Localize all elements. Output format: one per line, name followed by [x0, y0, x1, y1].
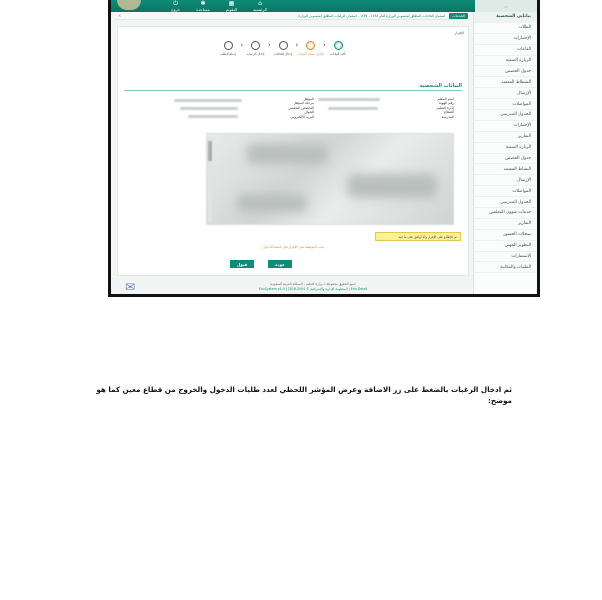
declaration-card: [117, 26, 469, 276]
crest-logo: [117, 0, 141, 10]
footer-credit: EduSystem v1.0 | المنظومة الإدارية والإشرافية © 2004-2016 | Edu Detail: [258, 287, 368, 291]
step-label: تأكيد البيانات: [330, 52, 346, 56]
sidebar-item[interactable]: الإرسال: [474, 88, 537, 99]
chevron-left-icon: ‹: [322, 41, 326, 49]
field-label: إدارة التعليم: [436, 105, 454, 110]
field-label: الجوال: [304, 110, 314, 115]
sidebar-item[interactable]: جدول الحصص: [474, 66, 537, 77]
step-needs[interactable]: [273, 41, 293, 56]
redacted-value: [188, 115, 238, 118]
breadcrumb-path: استبيان الحاجات المطلق لمنسوبي الوزارة لعام ١٤٣٨ - ١٤٣٧ - استبيان الرغبات المطلق لمنسوبي الوزارة: [298, 13, 446, 18]
home-icon: ⌂: [258, 0, 262, 7]
tooltip-text: تم الإطلاع على الإقرار وأنا أوافق على ما فيه: [398, 234, 457, 239]
top-bar: [111, 0, 537, 12]
step-wishes[interactable]: [246, 41, 266, 56]
sidebar-item[interactable]: الجدول المدرسي: [474, 110, 537, 121]
declaration-text-box[interactable]: [206, 133, 454, 225]
chevron-left-icon: ‹: [267, 41, 271, 49]
personal-data-title: البيانات الشخصية: [419, 83, 462, 89]
step-circle-icon: [334, 41, 343, 50]
redacted-value: [174, 99, 242, 102]
sidebar-item[interactable]: التطوير المهني: [474, 241, 537, 252]
nav-home[interactable]: [253, 1, 267, 12]
scrollbar[interactable]: [208, 137, 212, 221]
accept-button[interactable]: قبول: [230, 260, 254, 268]
field-label: القطاع: [444, 110, 454, 115]
chevron-left-icon: ‹: [295, 41, 299, 49]
field-label: رقم الهوية: [438, 101, 454, 106]
redacted-value: [180, 107, 238, 110]
breadcrumb: [115, 12, 471, 20]
step-circle-icon: [251, 41, 260, 50]
sidebar-item[interactable]: الاستمارات: [474, 252, 537, 263]
field-label: المدرسة: [441, 114, 454, 119]
nav-logout-label: خروج: [171, 7, 181, 12]
step-label: الإقرار بصحة البيانات: [297, 52, 324, 56]
sidebar-item[interactable]: الإختبارات: [474, 121, 537, 132]
system-logo-icon: ✉: [125, 280, 136, 294]
card-title: الإقرار: [454, 31, 464, 35]
step-declaration[interactable]: [297, 41, 324, 56]
breadcrumb-tag[interactable]: الخدمات: [449, 13, 468, 19]
field-label: البريد الالكتروني: [290, 114, 314, 119]
sidebar-item[interactable]: التقارير: [474, 219, 537, 230]
sidebar-item[interactable]: جدول الحصص: [474, 154, 537, 165]
step-finish[interactable]: [218, 41, 238, 56]
sidebar-item[interactable]: الإرسال: [474, 175, 537, 186]
step-label: إتمام الطلب: [220, 52, 236, 56]
nav-calendar[interactable]: [226, 1, 237, 12]
chevron-left-icon: ‹: [240, 41, 244, 49]
footer-copyright: جميع الحقوق محفوظة لـ وزارة التعليم - المملكة العربية السعودية: [270, 282, 356, 286]
sidebar-item[interactable]: الزيارة الصفية: [474, 143, 537, 154]
help-icon: ✱: [200, 0, 206, 7]
sidebar-item[interactable]: سجلات الحضور: [474, 230, 537, 241]
nav-home-label: الرئيسية: [253, 7, 267, 12]
divider: [124, 90, 462, 91]
sidebar-item[interactable]: الزيارة الصفية: [474, 56, 537, 67]
nav-help[interactable]: [196, 1, 210, 12]
top-nav: [171, 0, 267, 12]
personal-fields-right: [437, 97, 454, 119]
sidebar-item[interactable]: خدمات شؤون المعلمين: [474, 208, 537, 219]
sidebar-item[interactable]: التقارير: [474, 132, 537, 143]
step-circle-icon: [279, 41, 288, 50]
step-label: إدخال الحاجات: [273, 52, 293, 56]
sidebar-item[interactable]: الملفات والمكاتبة: [474, 262, 537, 273]
close-icon[interactable]: ×: [118, 13, 122, 18]
nav-calendar-label: التقويم: [225, 7, 238, 12]
step-circle-icon: [224, 41, 233, 50]
sidebar-item[interactable]: الجدول المدرسي: [474, 197, 537, 208]
personal-fields-left: [288, 97, 314, 119]
redacted-value: [328, 107, 378, 110]
sidebar-item[interactable]: المواصلات: [474, 186, 537, 197]
sidebar-menu: [473, 12, 537, 294]
main-panel: [115, 12, 471, 294]
step-circle-icon: [306, 41, 315, 50]
embedded-screenshot: [108, 0, 540, 297]
sidebar-item[interactable]: النشاط المعتمد: [474, 164, 537, 175]
calendar-icon: ▦: [228, 0, 235, 7]
sidebar-item[interactable]: المواصلات: [474, 99, 537, 110]
instruction-caption: ثم ادخال الرغبات بالضغط على زر الاضافة وعرض المؤشر اللحظي لعدد طلبات الدخول والخروج من قطاع معين كما هو موضح:: [96, 385, 512, 405]
field-label: المؤهل: [303, 97, 314, 101]
power-icon: ⏻: [173, 0, 178, 7]
agree-checkbox-tooltip[interactable]: [375, 232, 461, 241]
sidebar-item[interactable]: الطلاب: [474, 23, 537, 34]
field-label: اسم المعلم: [437, 97, 454, 101]
wizard-steps: [218, 41, 348, 56]
step-label: إدخال الرغبات: [246, 52, 265, 56]
redacted-value: [318, 98, 380, 101]
sidebar-item[interactable]: القاعات: [474, 45, 537, 56]
agree-notice: يجب الموافقة على الإقرار قبل عملية الدخول: [263, 245, 325, 249]
footer: [117, 278, 469, 297]
sidebar-item[interactable]: بياناتي الشخصية: [474, 12, 537, 23]
nav-help-label: مساعدة: [196, 7, 210, 12]
sidebar-item[interactable]: الإختبارات: [474, 34, 537, 45]
back-button[interactable]: عودة: [268, 260, 292, 268]
sidebar-item[interactable]: الشطاط المعتمد: [474, 77, 537, 88]
field-label: التخصص التعليمي: [288, 105, 314, 110]
ministry-logo: ▭: [475, 0, 537, 12]
field-label: مرحلة المؤهل: [293, 101, 314, 106]
nav-logout[interactable]: [171, 1, 180, 12]
step-confirm-data[interactable]: [328, 41, 348, 56]
